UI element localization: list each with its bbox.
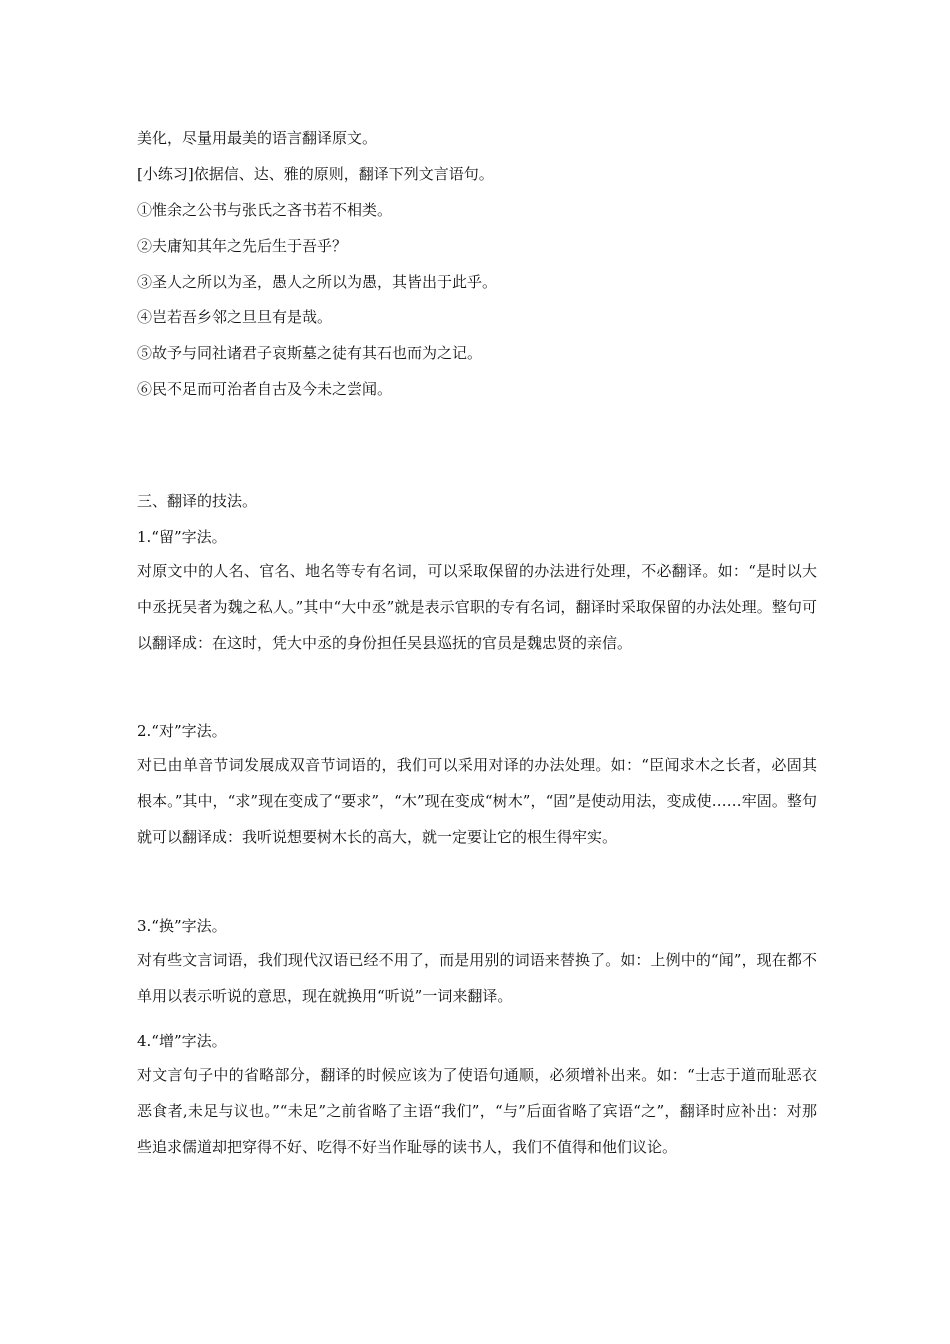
section-title: 三、翻译的技法。: [137, 492, 258, 510]
method-heading: 4.“增”字法。: [137, 1032, 227, 1050]
intro-line: 美化，尽量用最美的语言翻译原文。: [137, 129, 378, 147]
method-heading: 2.“对”字法。: [137, 722, 227, 740]
exercise-item: ④岂若吾乡邻之旦旦有是哉。: [137, 308, 333, 326]
exercise-title: [小练习]依据信、达、雅的原则，翻译下列文言语句。: [137, 165, 494, 183]
exercise-item: ①惟余之公书与张氏之吝书若不相类。: [137, 201, 393, 219]
method-body: 对文言句子中的省略部分，翻译的时候应该为了使语句通顺，必须增补出来。如：“士志于道而耻恶衣恶食者,未足与议也。”“未足”之前省略了主语“我们”，“与”后面省略了宾语“之”，翻译时应补出：对那些追求儒道却把穿得不好、吃得不好当作耻辱的读书人，我们不值得和他们议论。: [137, 1066, 817, 1156]
method-heading: 3.“换”字法。: [137, 917, 227, 935]
method-body: 对已由单音节词发展成双音节词语的，我们可以采用对译的办法处理。如：“臣闻求木之长者，必固其根本。”其中，“求”现在变成了“要求”，“木”现在变成“树木”，“固”是使动用法，变成使……牢固。整句就可以翻译成：我听说想要树木长的高大，就一定要让它的根生得牢实。: [137, 756, 817, 846]
exercise-item: ⑥民不足而可治者自古及今未之尝闻。: [137, 380, 393, 398]
method-heading: 1.“留”字法。: [137, 528, 227, 546]
exercise-item: ⑤故予与同社诸君子哀斯墓之徒有其石也而为之记。: [137, 344, 483, 362]
method-body: 对原文中的人名、官名、地名等专有名词，可以采取保留的办法进行处理，不必翻译。如：“是时以大中丞抚吴者为魏之私人。”其中“大中丞”就是表示官职的专有名词，翻译时采取保留的办法处理。整句可以翻译成：在这时，凭大中丞的身份担任吴县巡抚的官员是魏忠贤的亲信。: [137, 562, 817, 652]
method-body: 对有些文言词语，我们现代汉语已经不用了，而是用别的词语来替换了。如：上例中的“闻”，现在都不单用以表示听说的意思，现在就换用“听说”一词来翻译。: [137, 951, 817, 1005]
exercise-item: ③圣人之所以为圣，愚人之所以为愚，其皆出于此乎。: [137, 273, 498, 291]
exercise-item: ②夫庸知其年之先后生于吾乎？: [137, 237, 348, 255]
